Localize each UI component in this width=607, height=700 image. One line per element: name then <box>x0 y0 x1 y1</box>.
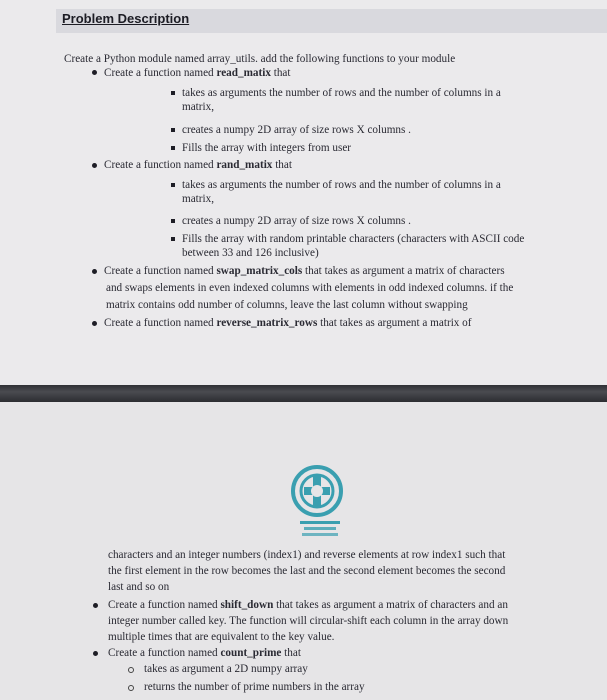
sub-item: takes as argument a 2D numpy array <box>144 663 308 675</box>
page-divider <box>0 385 607 402</box>
sub-item: takes as arguments the number of rows and the number of columns in a <box>182 179 501 191</box>
circle-bullet-icon <box>128 667 134 673</box>
university-logo-wordmark <box>296 520 344 538</box>
count-prime-item: Create a function named count_prime that <box>108 647 301 659</box>
read-matix-item: Create a function named read_matix that <box>104 67 291 79</box>
bullet-icon <box>92 163 97 168</box>
reverse-rows-cont: the first element in the row becomes the last and the second element becomes the second <box>108 565 506 577</box>
page-title: Problem Description <box>62 11 190 26</box>
square-bullet-icon <box>171 91 175 95</box>
sub-item: returns the number of prime numbers in the array <box>144 681 365 693</box>
bullet-icon <box>93 603 98 608</box>
square-bullet-icon <box>171 183 175 187</box>
reverse-rows-item: Create a function named reverse_matrix_rows that takes as argument a matrix of <box>104 317 472 329</box>
bullet-icon <box>92 321 97 326</box>
intro-text: Create a Python module named array_utils. add the following functions to your module <box>64 53 456 65</box>
shift-down-item: Create a function named shift_down that takes as argument a matrix of characters and an <box>108 599 508 611</box>
swap-cols-cont: and swaps elements in even indexed columns with elements in odd indexed columns. if the <box>106 282 514 294</box>
square-bullet-icon <box>171 146 175 150</box>
square-bullet-icon <box>171 237 175 241</box>
rand-matix-item: Create a function named rand_matix that <box>104 159 292 171</box>
square-bullet-icon <box>171 219 175 223</box>
shift-down-cont: integer number called key. The function will circular-shift each column in the array down <box>108 615 509 627</box>
sub-item-cont: matrix, <box>182 193 215 205</box>
bullet-icon <box>92 70 97 75</box>
square-bullet-icon <box>171 128 175 132</box>
reverse-rows-cont: last and so on <box>108 581 170 593</box>
circle-bullet-icon <box>128 685 134 691</box>
sub-item-cont: between 33 and 126 inclusive) <box>182 247 319 259</box>
sub-item: takes as arguments the number of rows and the number of columns in a <box>182 87 501 99</box>
swap-cols-item: Create a function named swap_matrix_cols that takes as argument a matrix of characters <box>104 265 505 277</box>
sub-item-cont: matrix, <box>182 101 215 113</box>
reverse-rows-cont: characters and an integer numbers (index1) and reverse elements at row index1 such that <box>108 549 506 561</box>
sub-item: creates a numpy 2D array of size rows X columns . <box>182 124 411 136</box>
sub-item: Fills the array with integers from user <box>182 142 352 154</box>
sub-item: creates a numpy 2D array of size rows X columns . <box>182 215 411 227</box>
swap-cols-cont: matrix contains odd number of columns, leave the last column without swapping <box>106 299 468 311</box>
bullet-icon <box>93 651 98 656</box>
sub-item: Fills the array with random printable characters (characters with ASCII code <box>182 233 525 245</box>
university-logo-icon <box>291 465 343 517</box>
bullet-icon <box>92 269 97 274</box>
shift-down-cont: multiple times that are equivalent to the key value. <box>108 631 335 643</box>
